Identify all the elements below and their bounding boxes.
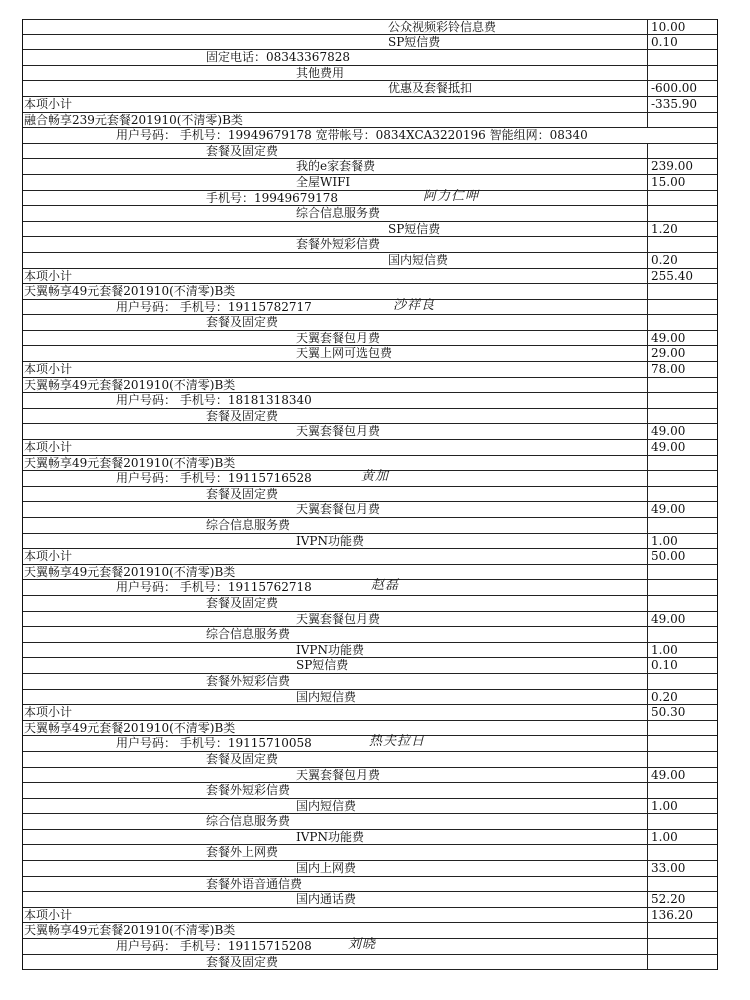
ledger-row bbox=[23, 393, 717, 409]
row-label: 优惠及套餐抵扣 bbox=[388, 81, 473, 96]
row-amount: 1.00 bbox=[647, 799, 717, 814]
row-label: 国内通话费 bbox=[296, 892, 357, 907]
ledger-row bbox=[23, 799, 717, 815]
row-amount: 1.00 bbox=[647, 830, 717, 845]
row-label: 天翼畅享49元套餐201910(不清零)B类 bbox=[24, 455, 236, 470]
row-label: 套餐外语音通信费 bbox=[206, 876, 303, 891]
row-label: 套餐外短彩信费 bbox=[206, 783, 291, 798]
subtotal-row bbox=[23, 97, 717, 113]
ledger-row bbox=[23, 736, 717, 752]
row-amount bbox=[647, 237, 717, 252]
row-label: 国内短信费 bbox=[296, 798, 357, 813]
handwritten-signature: 黄加 bbox=[361, 469, 390, 485]
subtotal-row bbox=[23, 362, 717, 378]
row-label: 我的e家套餐费 bbox=[296, 159, 376, 174]
row-amount bbox=[647, 471, 717, 486]
row-label: 用户号码： 手机号：19115715208 bbox=[116, 939, 312, 954]
row-amount bbox=[647, 456, 717, 471]
ledger-row bbox=[23, 674, 717, 690]
row-label: 天翼畅享49元套餐201910(不清零)B类 bbox=[24, 720, 236, 735]
row-label: 国内短信费 bbox=[296, 689, 357, 704]
row-label: 天翼上网可选包费 bbox=[296, 346, 393, 361]
row-amount: 49.00 bbox=[647, 331, 717, 346]
row-amount bbox=[647, 206, 717, 221]
row-label: 套餐及固定费 bbox=[206, 595, 279, 610]
ledger-row bbox=[23, 297, 717, 316]
row-amount: 255.40 bbox=[647, 269, 717, 284]
row-amount bbox=[647, 113, 717, 128]
row-amount bbox=[647, 315, 717, 330]
row-label: 其他费用 bbox=[296, 65, 345, 80]
row-label: 综合信息服务费 bbox=[206, 814, 291, 829]
handwritten-signature: 阿力仁呷 bbox=[423, 188, 480, 204]
ledger-row bbox=[23, 534, 717, 550]
row-label: 天翼套餐包月费 bbox=[296, 424, 381, 439]
row-amount bbox=[647, 50, 717, 65]
row-amount: 1.00 bbox=[647, 534, 717, 549]
ledger-row bbox=[23, 144, 717, 160]
ledger-row bbox=[23, 331, 717, 347]
row-label: 套餐及固定费 bbox=[206, 315, 279, 330]
row-label: 用户号码： 手机号：19115710058 bbox=[116, 736, 312, 751]
row-amount: 29.00 bbox=[647, 346, 717, 361]
row-label: 套餐外短彩信费 bbox=[296, 237, 381, 252]
row-amount: 50.30 bbox=[647, 705, 717, 720]
row-amount bbox=[647, 378, 717, 393]
row-label: 国内上网费 bbox=[296, 861, 357, 876]
row-amount bbox=[647, 877, 717, 892]
row-amount: 52.20 bbox=[647, 892, 717, 907]
row-amount bbox=[647, 580, 717, 595]
row-amount bbox=[647, 66, 717, 81]
ledger-row bbox=[23, 81, 717, 97]
subtotal-row bbox=[23, 908, 717, 924]
row-amount: 49.00 bbox=[647, 440, 717, 455]
ledger-row bbox=[23, 690, 717, 706]
row-amount: 0.10 bbox=[647, 35, 717, 50]
ledger-row bbox=[23, 565, 717, 581]
ledger-row bbox=[23, 35, 717, 51]
ledger-row bbox=[23, 188, 717, 207]
row-amount: 0.20 bbox=[647, 690, 717, 705]
row-label: 天翼套餐包月费 bbox=[296, 767, 381, 782]
row-label: 天翼套餐包月费 bbox=[296, 502, 381, 517]
row-label: 全屋WIFI bbox=[296, 174, 351, 189]
ledger-row bbox=[23, 861, 717, 877]
ledger-row bbox=[23, 378, 717, 394]
row-amount: 1.00 bbox=[647, 643, 717, 658]
subtotal-row bbox=[23, 440, 717, 456]
row-label: 公众视频彩铃信息费 bbox=[388, 20, 497, 34]
ledger-row bbox=[23, 830, 717, 846]
row-label: 用户号码： 手机号：19949679178 宽带帐号：0834XCA3220196 智能组网：08340 bbox=[116, 128, 588, 143]
row-label: 套餐及固定费 bbox=[206, 954, 279, 969]
row-amount bbox=[647, 596, 717, 611]
row-amount: 136.20 bbox=[647, 908, 717, 923]
ledger-row bbox=[23, 19, 717, 35]
handwritten-signature: 赵磊 bbox=[371, 578, 400, 594]
row-amount: 15.00 bbox=[647, 175, 717, 190]
row-amount bbox=[647, 565, 717, 580]
row-amount: 239.00 bbox=[647, 159, 717, 174]
row-label: 套餐外短彩信费 bbox=[206, 673, 291, 688]
row-label: 天翼套餐包月费 bbox=[296, 330, 381, 345]
row-label: 套餐及固定费 bbox=[206, 408, 279, 423]
ledger-row bbox=[23, 643, 717, 659]
ledger-row bbox=[23, 502, 717, 518]
ledger-row bbox=[23, 596, 717, 612]
row-amount: 49.00 bbox=[647, 768, 717, 783]
row-amount: 0.20 bbox=[647, 253, 717, 268]
ledger-row bbox=[23, 471, 717, 487]
row-label: 用户号码： 手机号：19115762718 bbox=[116, 580, 312, 595]
ledger-row bbox=[23, 50, 717, 66]
row-amount: 49.00 bbox=[647, 612, 717, 627]
subtotal-row bbox=[23, 705, 717, 721]
ledger-row bbox=[23, 658, 717, 674]
row-label: 套餐及固定费 bbox=[206, 751, 279, 766]
ledger-row bbox=[23, 580, 717, 596]
row-label: 套餐及固定费 bbox=[206, 486, 279, 501]
ledger-row bbox=[23, 237, 717, 253]
row-label: 天翼畅享49元套餐201910(不清零)B类 bbox=[24, 284, 236, 299]
ledger-row bbox=[23, 315, 717, 331]
row-amount bbox=[647, 752, 717, 767]
ledger-row bbox=[23, 346, 717, 362]
subtotal-row bbox=[23, 549, 717, 565]
row-amount bbox=[647, 674, 717, 689]
ledger-row bbox=[23, 627, 717, 643]
handwritten-signature: 刘晓 bbox=[348, 937, 377, 953]
row-amount bbox=[647, 487, 717, 502]
row-amount bbox=[647, 518, 717, 533]
billing-statement-table bbox=[22, 19, 718, 970]
row-amount: 50.00 bbox=[647, 549, 717, 564]
row-amount bbox=[647, 393, 717, 408]
ledger-row bbox=[23, 768, 717, 784]
row-label: 本项小计 bbox=[24, 549, 73, 564]
ledger-row bbox=[23, 783, 717, 799]
ledger-row bbox=[23, 175, 717, 191]
row-amount bbox=[647, 783, 717, 798]
row-label: 本项小计 bbox=[24, 907, 73, 922]
row-label: 融合畅享239元套餐201910(不清零)B类 bbox=[24, 112, 243, 127]
ledger-row bbox=[23, 206, 717, 222]
row-label: 固定电话：08343367828 bbox=[206, 50, 350, 65]
ledger-row bbox=[23, 892, 717, 908]
row-amount bbox=[647, 736, 717, 751]
row-label: 天翼畅享49元套餐201910(不清零)B类 bbox=[24, 377, 236, 392]
row-amount bbox=[647, 409, 717, 424]
row-label: 本项小计 bbox=[24, 705, 73, 720]
row-label: SP短信费 bbox=[388, 34, 441, 49]
row-label: IVPN功能费 bbox=[296, 642, 364, 657]
row-label: 天翼套餐包月费 bbox=[296, 611, 381, 626]
row-label: IVPN功能费 bbox=[296, 533, 364, 548]
ledger-row bbox=[23, 752, 717, 768]
row-amount bbox=[647, 955, 717, 970]
row-amount bbox=[647, 721, 717, 736]
ledger-row bbox=[23, 284, 717, 300]
row-label: SP短信费 bbox=[296, 658, 349, 673]
ledger-row bbox=[23, 845, 717, 861]
row-amount bbox=[647, 191, 717, 206]
ledger-row bbox=[23, 814, 717, 830]
ledger-row bbox=[23, 159, 717, 175]
ledger-row bbox=[23, 113, 717, 129]
ledger-row bbox=[23, 222, 717, 238]
row-amount bbox=[647, 923, 717, 938]
row-label: 手机号：19949679178 bbox=[206, 190, 338, 205]
handwritten-signature: 沙祥良 bbox=[393, 297, 436, 313]
row-amount: 49.00 bbox=[647, 424, 717, 439]
row-label: IVPN功能费 bbox=[296, 829, 364, 844]
subtotal-row bbox=[23, 269, 717, 285]
row-amount: 0.10 bbox=[647, 658, 717, 673]
row-amount: -600.00 bbox=[647, 81, 717, 96]
row-amount: -335.90 bbox=[647, 97, 717, 112]
row-amount bbox=[647, 814, 717, 829]
row-amount: 33.00 bbox=[647, 861, 717, 876]
ledger-row bbox=[23, 939, 717, 955]
row-label: 本项小计 bbox=[24, 440, 73, 455]
row-label: 综合信息服务费 bbox=[296, 206, 381, 221]
ledger-row bbox=[23, 518, 717, 534]
row-label: 本项小计 bbox=[24, 362, 73, 377]
row-label: 天翼畅享49元套餐201910(不清零)B类 bbox=[24, 923, 236, 938]
row-amount bbox=[647, 845, 717, 860]
handwritten-signature: 热夫拉日 bbox=[369, 734, 426, 750]
row-label: 国内短信费 bbox=[388, 252, 449, 267]
ledger-row bbox=[23, 66, 717, 82]
row-amount bbox=[647, 284, 717, 299]
row-label: 综合信息服务费 bbox=[206, 518, 291, 532]
row-label: 用户号码： 手机号：19115782717 bbox=[116, 299, 312, 314]
ledger-row bbox=[23, 409, 717, 425]
row-amount: 78.00 bbox=[647, 362, 717, 377]
row-label: SP短信费 bbox=[388, 221, 441, 236]
row-label: 用户号码： 手机号：18181318340 bbox=[116, 393, 312, 408]
row-amount bbox=[647, 939, 717, 954]
ledger-row bbox=[23, 487, 717, 503]
row-amount bbox=[647, 300, 717, 315]
row-label: 天翼畅享49元套餐201910(不清零)B类 bbox=[24, 564, 236, 579]
row-amount: 1.20 bbox=[647, 222, 717, 237]
ledger-row bbox=[23, 955, 717, 971]
ledger-row bbox=[23, 253, 717, 269]
row-amount bbox=[647, 144, 717, 159]
ledger-row bbox=[23, 877, 717, 893]
row-label: 本项小计 bbox=[24, 268, 73, 283]
row-label: 套餐外上网费 bbox=[206, 845, 279, 860]
ledger-row bbox=[23, 612, 717, 628]
row-amount bbox=[647, 627, 717, 642]
ledger-row bbox=[23, 424, 717, 440]
row-amount: 49.00 bbox=[647, 502, 717, 517]
row-label: 本项小计 bbox=[24, 96, 73, 111]
row-label: 综合信息服务费 bbox=[206, 627, 291, 642]
ledger-row bbox=[23, 128, 717, 144]
row-label: 用户号码： 手机号：19115716528 bbox=[116, 471, 312, 486]
row-amount: 10.00 bbox=[647, 20, 717, 35]
row-label: 套餐及固定费 bbox=[206, 143, 279, 158]
